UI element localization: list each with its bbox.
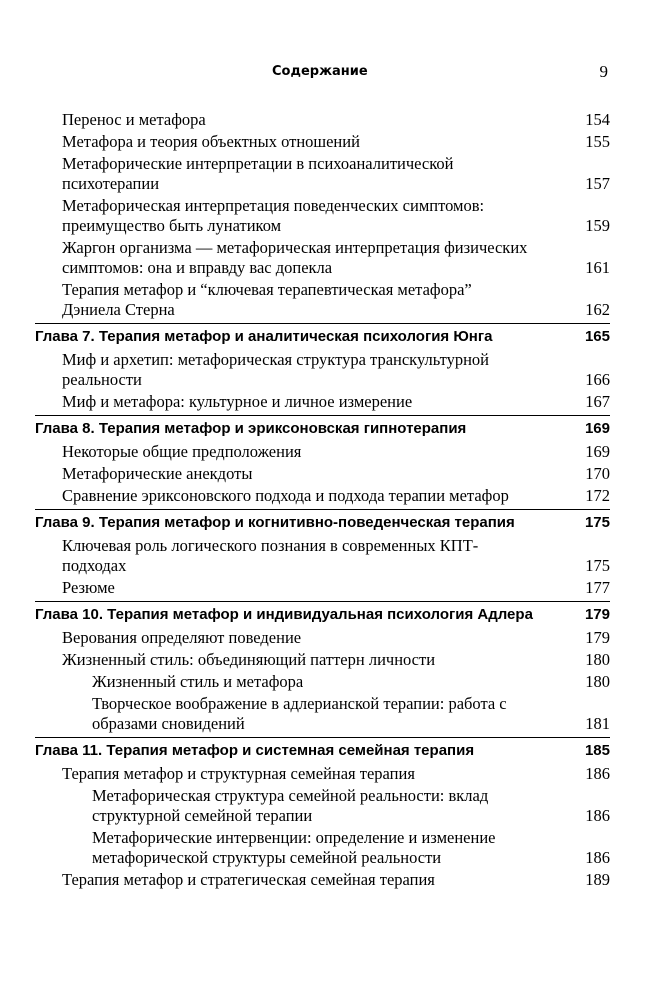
- page-number: 9: [599, 62, 608, 81]
- toc-chapter-entry: [35, 737, 610, 762]
- toc-entry-page: 169: [585, 442, 610, 461]
- toc-entry-title: Жизненный стиль: объединяющий паттерн личности: [62, 650, 436, 669]
- toc-section-entry: [62, 870, 610, 890]
- toc-entry-title: Метафорические интерпретации в психоаналитической психотерапии: [62, 154, 454, 193]
- toc-entry-title: Резюме: [62, 578, 115, 597]
- toc-entry-title: Глава 8. Терапия метафор и эриксоновская гипнотерапия: [35, 420, 467, 437]
- toc-entry-title: Глава 10. Терапия метафор и индивидуальная психология Адлера: [35, 606, 533, 623]
- toc-entry-title: Метафора и теория объектных отношений: [62, 132, 360, 151]
- toc-entry-page: 175: [585, 556, 610, 575]
- toc-entry-title: Глава 7. Терапия метафор и аналитическая психология Юнга: [35, 328, 493, 345]
- toc-entry-title: Глава 11. Терапия метафор и системная семейная терапия: [35, 742, 475, 759]
- toc-entry-title: Миф и архетип: метафорическая структура транскультурной реальности: [62, 350, 490, 389]
- toc-entry-title: Терапия метафор и структурная семейная терапия: [62, 764, 415, 783]
- running-head-title: Содержание: [272, 64, 368, 79]
- toc-subsection-entry: [62, 828, 610, 868]
- toc-entry-title: Метафорические анекдоты: [62, 464, 253, 483]
- toc-section-entry: [62, 392, 610, 412]
- toc-entry-title: Жаргон организма — метафорическая интерпретация физических симптомов: она и вправду вас допекла: [62, 238, 528, 277]
- toc-entry-page: 167: [585, 392, 610, 411]
- toc-entry-page: 179: [585, 628, 610, 647]
- toc-section-entry: [62, 132, 610, 152]
- toc-entry-title: Творческое воображение в адлерианской терапии: работа с образами сновидений: [92, 694, 507, 733]
- toc-chapter-entry: [35, 601, 610, 626]
- toc-entry-page: 186: [585, 806, 610, 825]
- toc-entry-title: Ключевая роль логического познания в современных КПТ-подходах: [62, 536, 479, 575]
- toc-section-entry: [62, 196, 610, 236]
- running-head: [0, 62, 670, 86]
- toc-section-entry: [62, 280, 610, 320]
- toc-entry-page: 159: [585, 216, 610, 235]
- toc-section-entry: [62, 154, 610, 194]
- toc-entry-page: 180: [585, 672, 610, 691]
- toc-section-entry: [62, 486, 610, 506]
- toc-entry-page: 180: [585, 650, 610, 669]
- toc-chapter-entry: [35, 509, 610, 534]
- toc-entry-title: Метафорические интервенции: определение и изменение метафорической структуры семейной реальности: [92, 828, 496, 867]
- toc-entry-page: 177: [585, 578, 610, 597]
- toc-entry-title: Метафорическая интерпретация поведенческих симптомов: преимущество быть лунатиком: [62, 196, 485, 235]
- toc-entry-page: 166: [585, 370, 610, 389]
- toc-entry-title: Терапия метафор и “ключевая терапевтическая метафора” Дэниела Стерна: [62, 280, 472, 319]
- toc-entry-title: Глава 9. Терапия метафор и когнитивно-поведенческая терапия: [35, 514, 515, 531]
- toc-entry-page: 189: [585, 870, 610, 889]
- toc-entry-title: Жизненный стиль и метафора: [92, 672, 304, 691]
- toc-entry-title: Миф и метафора: культурное и личное измерение: [62, 392, 413, 411]
- toc-entry-title: Терапия метафор и стратегическая семейная терапия: [62, 870, 435, 889]
- toc-section-entry: [62, 628, 610, 648]
- toc-entry-page: 169: [584, 420, 610, 437]
- toc-subsection-entry: [62, 694, 610, 734]
- toc-entry-page: 175: [584, 514, 610, 531]
- toc-section-entry: [62, 238, 610, 278]
- toc-entry-title: Метафорическая структура семейной реальности: вклад структурной семейной терапии: [92, 786, 489, 825]
- toc-entry-page: 165: [584, 328, 610, 345]
- toc-chapter-entry: [35, 323, 610, 348]
- toc-chapter-entry: [35, 415, 610, 440]
- toc-section-entry: [62, 536, 610, 576]
- toc-section-entry: [62, 764, 610, 784]
- toc-section-entry: [62, 110, 610, 130]
- toc-entry-page: 161: [585, 258, 610, 277]
- toc-entry-title: Перенос и метафора: [62, 110, 206, 129]
- toc-section-entry: [62, 350, 610, 390]
- table-of-contents: [35, 108, 610, 890]
- toc-section-entry: [62, 650, 610, 670]
- toc-entry-page: 154: [585, 110, 610, 129]
- toc-section-entry: [62, 578, 610, 598]
- toc-entry-page: 186: [585, 848, 610, 867]
- toc-entry-page: 170: [585, 464, 610, 483]
- toc-entry-page: 162: [585, 300, 610, 319]
- toc-entry-page: 155: [585, 132, 610, 151]
- toc-entry-page: 172: [585, 486, 610, 505]
- toc-section-entry: [62, 442, 610, 462]
- toc-entry-title: Сравнение эриксоновского подхода и подхода терапии метафор: [62, 486, 509, 505]
- toc-entry-page: 179: [584, 606, 610, 623]
- toc-entry-page: 185: [584, 742, 610, 759]
- toc-entry-title: Верования определяют поведение: [62, 628, 302, 647]
- toc-entry-page: 181: [585, 714, 610, 733]
- toc-entry-page: 157: [585, 174, 610, 193]
- toc-entry-page: 186: [585, 764, 610, 783]
- toc-entry-title: Некоторые общие предположения: [62, 442, 302, 461]
- toc-section-entry: [62, 464, 610, 484]
- toc-subsection-entry: [62, 786, 610, 826]
- toc-subsection-entry: [62, 672, 610, 692]
